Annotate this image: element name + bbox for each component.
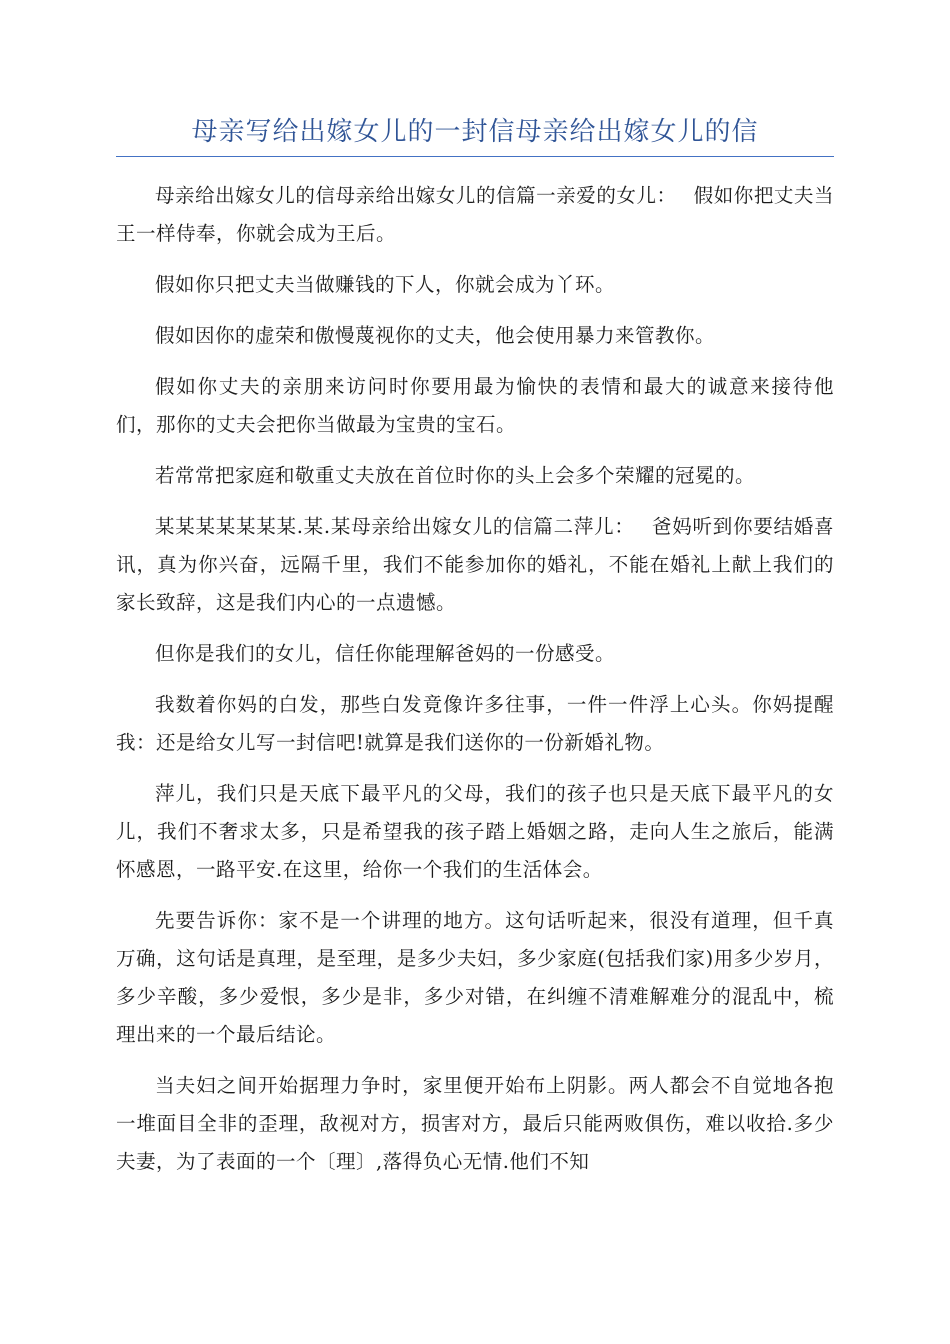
paragraph-3: 假如因你的虚荣和傲慢蔑视你的丈夫，他会使用暴力来管教你。 (155, 324, 716, 347)
paragraph-9: 萍儿，我们只是天底下最平凡的父母，我们的孩子也只是天底下最平凡的女儿，我们不奢求太多，只是希望我的孩子踏上婚姻之路，走向人生之旅后，能满怀感恩，一路平安.在这里，给你一个我们的生活体会。 (116, 782, 834, 881)
paragraph-4: 假如你丈夫的亲朋来访问时你要用最为愉快的表情和最大的诚意来接待他们，那你的丈夫会把你当做最为宝贵的宝石。 (116, 375, 834, 436)
document-page (116, 110, 834, 1194)
paragraph-7: 但你是我们的女儿，信任你能理解爸妈的一份感受。 (155, 642, 616, 665)
paragraph-10: 先要告诉你：家不是一个讲理的地方。这句话听起来，很没有道理，但千真万确，这句话是真理，是至理，是多少夫妇，多少家庭(包括我们家)用多少岁月，多少辛酸，多少爱恨，多少是非，多少对错，在纠缠不清难解难分的混乱中，梳理出来的一个最后结论。 (116, 909, 834, 1046)
paragraph-6: 某某某某某某某.某.某母亲给出嫁女儿的信篇二萍儿： 爸妈听到你要结婚喜讯，真为你兴奋，远隔千里，我们不能参加你的婚礼，不能在婚礼上献上我们的家长致辞，这是我们内心的一点遗憾。 (116, 515, 834, 614)
document-body (116, 177, 834, 1181)
paragraph-8: 我数着你妈的白发，那些白发竟像许多往事，一件一件浮上心头。你妈提醒我：还是给女儿写一封信吧!就算是我们送你的一份新婚礼物。 (116, 693, 834, 754)
paragraph-11: 当夫妇之间开始据理力争时，家里便开始布上阴影。两人都会不自觉地各抱一堆面目全非的歪理，敌视对方，损害对方，最后只能两败俱伤，难以收拾.多少夫妻，为了表面的一个〔理〕,落得负心无情.他们不知 (116, 1074, 834, 1173)
paragraph-1: 母亲给出嫁女儿的信母亲给出嫁女儿的信篇一亲爱的女儿： 假如你把丈夫当王一样侍奉，你就会成为王后。 (116, 184, 834, 245)
paragraph-2: 假如你只把丈夫当做赚钱的下人，你就会成为丫环。 (155, 273, 616, 296)
document-title: 母亲写给出嫁女儿的一封信母亲给出嫁女儿的信 (116, 110, 834, 157)
paragraph-5: 若常常把家庭和敬重丈夫放在首位时你的头上会多个荣耀的冠冕的。 (155, 464, 756, 487)
